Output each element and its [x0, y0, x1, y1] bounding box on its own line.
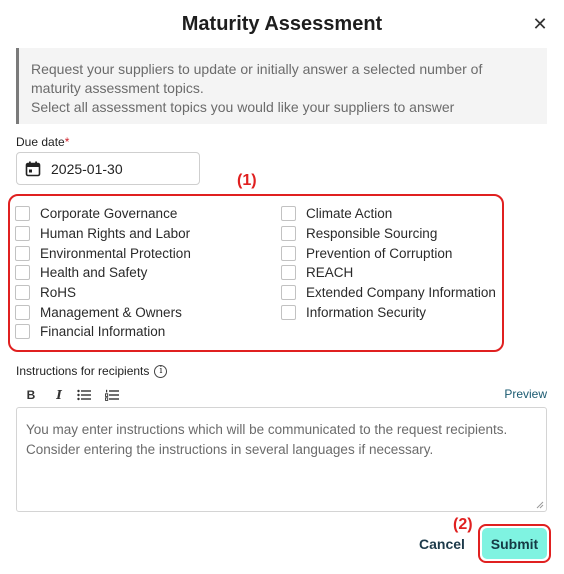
due-date-label-text: Due date — [16, 135, 65, 149]
topic-human-rights-and-labor[interactable] — [15, 224, 191, 244]
annotation-topics: (1) — [237, 172, 257, 189]
checkbox[interactable] — [281, 246, 296, 261]
topics-column-left — [15, 204, 191, 342]
checkbox[interactable] — [281, 305, 296, 320]
checkbox[interactable] — [15, 305, 30, 320]
checkbox[interactable] — [281, 265, 296, 280]
topic-label: Climate Action — [306, 206, 393, 222]
topic-label: Responsible Sourcing — [306, 226, 438, 242]
topic-label: Health and Safety — [40, 265, 148, 281]
checkbox[interactable] — [15, 246, 30, 261]
submit-button[interactable]: Submit — [482, 528, 547, 559]
resize-handle-icon[interactable] — [536, 501, 544, 509]
annotation-submit: (2) — [453, 516, 473, 533]
numbered-list-icon[interactable] — [104, 386, 120, 404]
bullet-list-icon[interactable] — [76, 386, 92, 404]
topic-label: RoHS — [40, 285, 77, 301]
topic-label: REACH — [306, 265, 354, 281]
topic-environmental-protection[interactable] — [15, 243, 191, 263]
dialog-title: Maturity Assessment — [181, 13, 383, 35]
topic-extended-company-information[interactable] — [281, 283, 496, 303]
topic-climate-action[interactable] — [281, 204, 496, 224]
topic-label: Information Security — [306, 304, 427, 320]
close-icon[interactable]: ✕ — [532, 14, 548, 34]
instructions-label — [16, 364, 167, 378]
topic-information-security[interactable] — [281, 302, 496, 322]
due-date-field[interactable] — [16, 152, 200, 185]
checkbox[interactable] — [15, 265, 30, 280]
checkbox[interactable] — [15, 285, 30, 300]
checkbox[interactable] — [15, 324, 30, 339]
topics-column-right — [281, 204, 496, 322]
topic-label: Corporate Governance — [40, 206, 178, 222]
editor-placeholder: You may enter instructions which will be communicated to the request recipients. Consider entering the instructions in several languages if necessary. — [26, 422, 508, 457]
topic-prevention-of-corruption[interactable] — [281, 243, 496, 263]
calendar-icon[interactable] — [25, 161, 41, 177]
checkbox[interactable] — [281, 226, 296, 241]
due-date-input[interactable] — [51, 161, 191, 177]
required-mark: * — [64, 135, 70, 149]
info-text-line1: Request your suppliers to update or initially answer a selected number of maturity assessment topics. — [31, 61, 483, 96]
cancel-button[interactable]: Cancel — [419, 536, 465, 552]
topic-label: Financial Information — [40, 324, 166, 340]
italic-button[interactable]: I — [56, 388, 62, 402]
topic-rohs[interactable] — [15, 283, 191, 303]
topic-responsible-sourcing[interactable] — [281, 224, 496, 244]
info-text-line2: Select all assessment topics you would like your suppliers to answer — [31, 99, 455, 115]
instructions-editor[interactable] — [16, 407, 547, 512]
topic-label: Prevention of Corruption — [306, 245, 453, 261]
topic-corporate-governance[interactable] — [15, 204, 191, 224]
instructions-label-text: Instructions for recipients — [16, 364, 150, 378]
info-icon[interactable]: i — [154, 365, 167, 378]
topic-label: Human Rights and Labor — [40, 226, 191, 242]
info-box — [16, 48, 547, 124]
topic-management-and-owners[interactable] — [15, 302, 191, 322]
editor-toolbar — [16, 386, 547, 404]
preview-link[interactable]: Preview — [504, 387, 547, 401]
checkbox[interactable] — [281, 285, 296, 300]
due-date-label — [16, 135, 69, 149]
topic-financial-information[interactable] — [15, 322, 191, 342]
checkbox[interactable] — [15, 226, 30, 241]
checkbox[interactable] — [15, 206, 30, 221]
topic-label: Extended Company Information — [306, 285, 496, 301]
topic-label: Management & Owners — [40, 304, 182, 320]
bold-button[interactable]: B — [26, 388, 36, 402]
topic-reach[interactable] — [281, 263, 496, 283]
topic-health-and-safety[interactable] — [15, 263, 191, 283]
topic-label: Environmental Protection — [40, 245, 191, 261]
checkbox[interactable] — [281, 206, 296, 221]
